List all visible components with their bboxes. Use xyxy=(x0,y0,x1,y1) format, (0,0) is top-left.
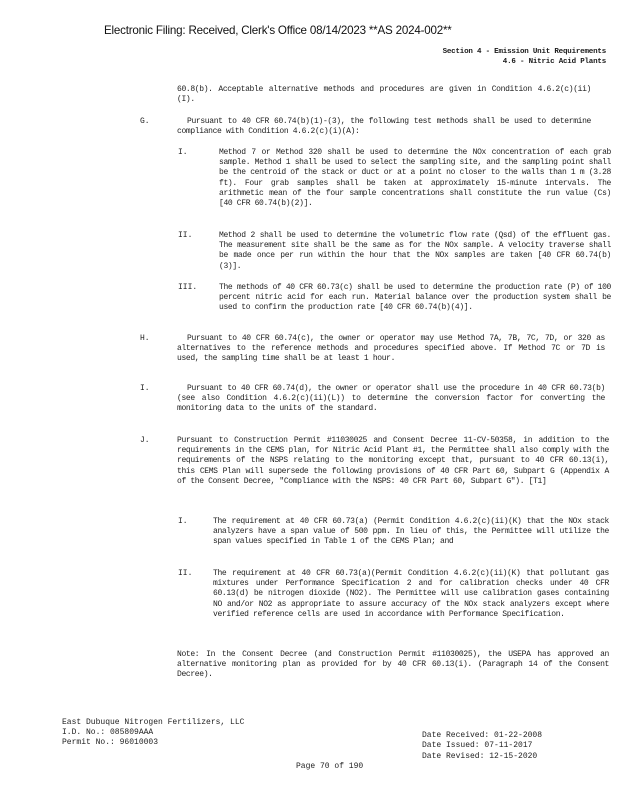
item-g-sub1-text: Method 7 or Method 320 shall be used to determine the NOx concentration of each grab sample. Method 1 shall be used to select the sampling site, and the sampling point shall be the centroid of the stack or duct or at a point no closer to the walls than 1 m (3.28 ft). Four grab samples shall be taken at approximately 15-minute intervals. The arithmetic mean of the four sample concentrations shall constitute the run value (Cs) [40 CFR 60.74(b)(2)]. xyxy=(219,148,611,209)
item-i-text: Pursuant to 40 CFR 60.74(d), the owner or operator shall use the procedure in 40 CFR 60.73(b) (see also Condition 4.6.2(c)(ii)(L)) to determine the conversion factor for converting the monitoring data to the units of the standard. xyxy=(177,384,605,414)
footer-page-number: Page 70 of 190 xyxy=(296,762,364,771)
item-g-sub2-text: Method 2 shall be used to determine the volumetric flow rate (Qsd) of the effluent gas. The measurement site shall be the same as for the NOx sample. A velocity traverse shall be made once per run within the hour that the NOx samples are taken [40 CFR 60.74(b)(3)]. xyxy=(219,231,611,271)
item-h-text: Pursuant to 40 CFR 60.74(c), the owner or operator may use Method 7A, 7B, 7C, 7D, or 320 as alternatives to the reference methods and procedures specified above. If Method 7C or 7D is used, the sampling time shall be at least 1 hour. xyxy=(177,334,605,364)
consent-decree-note: Note: In the Consent Decree (and Construction Permit #11030025), the USEPA has approved an alternative monitoring plan as provided for by 40 CFR 60.13(i). (Paragraph 14 of the Consent Decree). xyxy=(177,650,609,680)
item-j-text: Pursuant to Construction Permit #11030025 and Consent Decree 11-CV-50358, in addition to the requirements in the CEMS plan, for Nitric Acid Plant #1, the Permittee shall also comply with the requirements of the NSPS relating to the monitoring except that, pursuant to 40 CFR 60.13(i), this CEMS Plan will supersede the following provisions of 40 CFR Part 60, Subpart G (Appendix A of the Consent Decree, "Compliance with the NSPS: 40 CFR Part 60, Subpart G"). [T1] xyxy=(177,436,609,486)
item-g-sub3-label: III. xyxy=(178,283,198,292)
item-g-sub3-text: The methods of 40 CFR 60.73(c) shall be used to determine the production rate (P) of 100 percent nitric acid for each run. Material balance over the production system shall be used to confirm the production rate [40 CFR 60.74(b)(4)]. xyxy=(219,283,611,313)
intro-paragraph: 60.8(b). Acceptable alternative methods and procedures are given in Condition 4.6.2(c)(ii)(I). xyxy=(177,85,591,105)
item-g-label: G. xyxy=(140,117,150,126)
electronic-filing-stamp: Electronic Filing: Received, Clerk's Office 08/14/2023 **AS 2024-002** xyxy=(104,24,452,37)
item-j-sub1-text: The requirement at 40 CFR 60.73(a) (Permit Condition 4.6.2(c)(ii)(K) that the NOx stack analyzers have a span value of 500 ppm. In lieu of this, the Permittee will utilize the span values specified in Table 1 of the CEMS Plan; and xyxy=(213,517,609,547)
footer-date-received: Date Received: 01-22-2008 xyxy=(422,731,543,740)
footer-permit-number: Permit No.: 96010003 xyxy=(62,738,159,747)
item-j-label: J. xyxy=(140,436,150,445)
item-i-label: I. xyxy=(140,384,150,393)
item-g-sub1-label: I. xyxy=(178,148,188,157)
footer-date-revised: Date Revised: 12-15-2020 xyxy=(422,752,538,761)
item-h-label: H. xyxy=(140,334,150,343)
item-g-sub2-label: II. xyxy=(178,231,193,240)
footer-id-number: I.D. No.: 085809AAA xyxy=(62,728,154,737)
footer-company: East Dubuque Nitrogen Fertilizers, LLC xyxy=(62,718,245,727)
item-j-sub2-text: The requirement at 40 CFR 60.73(a)(Permit Condition 4.6.2(c)(ii)(K) that pollutant gas mixtures under Performance Specification 2 and for calibration checks under 40 CFR 60.13(d) be nitrogen dioxide (NO2). The Permittee will use calibration gases containing NO and/or NO2 as appropriate to assure accuracy of the NOx stack analyzers except where verified reference cells are used in accordance with Performance Specification. xyxy=(213,569,609,619)
item-j-sub1-label: I. xyxy=(178,517,188,526)
subsection-header: 4.6 - Nitric Acid Plants xyxy=(502,58,606,66)
footer-date-issued: Date Issued: 07-11-2017 xyxy=(422,741,533,750)
section-header: Section 4 - Emission Unit Requirements xyxy=(442,48,606,56)
item-g-text: Pursuant to 40 CFR 60.74(b)(1)-(3), the following test methods shall be used to determine compliance with Condition 4.6.2(c)(i)(A): xyxy=(177,117,591,137)
item-j-sub2-label: II. xyxy=(178,569,193,578)
